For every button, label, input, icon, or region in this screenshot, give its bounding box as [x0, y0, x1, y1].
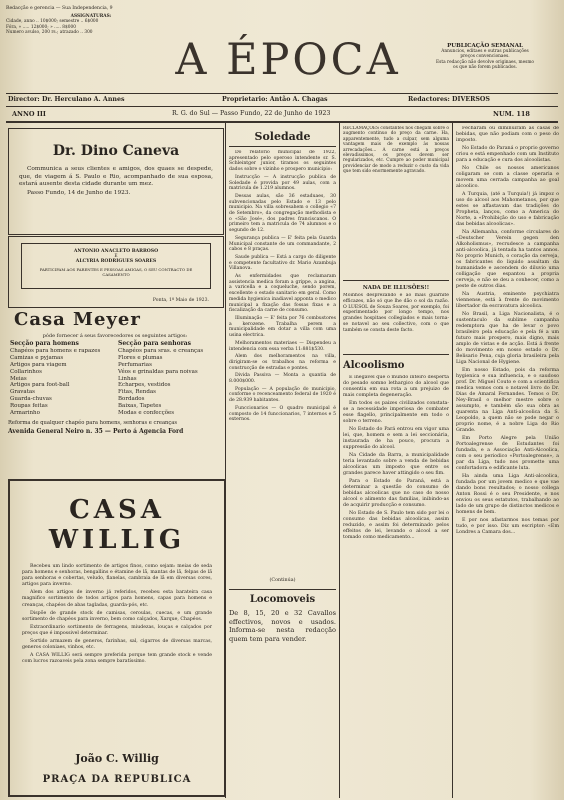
- dateline: R. G. do Sul — Passo Fundo, 22 de Junho de 1923: [172, 110, 331, 117]
- wedding-inner-frame: [21, 243, 211, 289]
- meyer-men-item: Artigos para foot-ball: [10, 382, 70, 389]
- willig-owner: João C. Willig: [75, 752, 159, 765]
- soledade-paragraph: Divida Passiva — Monta a quantia de 8.000$000.: [229, 373, 336, 385]
- meyer-women-item: Flores e plumas: [118, 354, 163, 361]
- meyer-list: [10, 341, 220, 417]
- director-line: Director: Dr. Herculano A. Annes: [8, 96, 125, 103]
- wedding-date: Ponta, 1º Maio de 1923.: [152, 298, 209, 303]
- column-4-paragraph: Ha ainda uma Liga Anti-alcoolica, fundada por um jovem medico e que vae dando bons resultados; o nosso collega Anton Rossi é o seu Presidente, e nos enviou os seus estatutos, trabalhando ao lado de um grupo de distinctos medicos e homens de bem.: [456, 474, 559, 515]
- rule: [343, 280, 449, 281]
- alcoolismo-paragraph: No Estado do Pará entrou em vigor uma lei, que, homem e sem a lei seccionária, instaurada de ha pouco, procura a suppressão do alcool.: [343, 427, 449, 450]
- alcoolismo-continuation: [456, 126, 559, 794]
- meyer-women-item: Perfumarias: [118, 361, 152, 368]
- wedding-name-2: ALCYRIA RODRIGUES SOARES: [75, 259, 157, 264]
- soledade-paragraph: Illuminação — E' feita por 76 combustores a kerozene. Trabalha perem a municipalidade em dotar a villa com uma usina electrica.: [229, 315, 336, 339]
- willig-p3: Dispõe de grande stock de camisas, ceroulas, cuecas, e um grande sortimento de chapéos para inverno, bem como calçados, Xarque, Chapéos.: [22, 610, 212, 622]
- dino-sign: Passo Fundo, 14 de Junho de 1923.: [27, 189, 131, 196]
- column-3: [343, 126, 449, 755]
- meyer-women-item: Bordados: [118, 396, 145, 403]
- soledade-paragraph: População — A população do municipio, conforme o recenceamento federal de 1920 é de 28.939 habitantes.: [229, 386, 336, 404]
- wedding-announcement: [8, 236, 224, 308]
- rule: [343, 354, 449, 355]
- column-divider: [452, 123, 453, 798]
- meyer-men-item: Meias: [10, 375, 27, 382]
- meyer-women-item: Baixas, Tapetes: [118, 403, 162, 410]
- nada-title: NADA DE ILLUSÕES!!: [362, 285, 430, 291]
- soledade-paragraph: Alem dos melhoramentos na villa, dirigiram-se os trabalhos na reforma e construcção de estradas e pontes.: [229, 354, 336, 371]
- meyer-title: Casa Meyer: [14, 309, 141, 330]
- assinatura-line-3: Numero avulso, 200 rs.; atrazado .. 300: [6, 29, 93, 35]
- meyer-men-item: Camizas e pyjamas: [10, 354, 64, 361]
- willig-p2: Alem dos artigos de inverno já referidos, recebeu esta barateira casa magnifico sortimento de todos artigos para homens, capas para homens e creanças, chapéos de abas tagladas, guarda-pós, etc.: [22, 590, 212, 608]
- anno: ANNO III: [12, 110, 46, 118]
- redactores-line: Redactores: DIVERSOS: [408, 96, 490, 103]
- meyer-men-item: Chapéos para homens e rapazes: [10, 347, 101, 354]
- wedding-text: PARTICIPAM AOS PARENTES E PESSOAS AMIGAS, O SEU CONTRACTO DE CASAMENTO: [39, 267, 193, 277]
- casa-willig-ad: [8, 479, 226, 797]
- willig-p4: Extraordinario sortimento de ferragens, miudezas, louças e calçados por preços que é impossivel determinar.: [22, 624, 212, 636]
- willig-p1: Recebeu um lindo sortimento de artigos finos, como sejam: meias de seda para homens e senhoras, bengallins e étamine de lã, mantas de lã, felpas de lã para senhoras e cobertas, veludo, flanelas, cambraia de lã em diversas cores, artigos para inverno.: [22, 564, 212, 588]
- masthead-right: [410, 44, 560, 70]
- meyer-women-item: Fitas, Rendas: [118, 389, 156, 396]
- alcoolismo-paragraph: E inegavel que o mundo inteiro desperta do pesado somno lethargico do alcool que consentiu em sua rota a um prejuizo de mais completa degeneração.: [343, 375, 449, 398]
- alcoolismo-title: Alcoolismo: [343, 360, 405, 371]
- rule: [229, 146, 336, 147]
- soledade-article: [229, 150, 336, 576]
- column-divider: [339, 123, 340, 798]
- column-4-paragraph: Fecharam ou diminuiram as casas de bebidas, que não podiam com o peso do imposto.: [456, 126, 559, 143]
- meyer-men-heading: Secção para homens: [10, 340, 79, 347]
- soledade-paragraph: Funccionarios — O quadro municipal é composto de 14 funccionarios, 7 internos e 5 externos.: [229, 405, 336, 423]
- meyer-women-item: Modas e confecções: [118, 410, 175, 417]
- willig-address: PRAÇA DA REPUBLICA: [42, 774, 192, 785]
- meyer-footer: Reforma de qualquer chapéo para homens, senhoras e creanças: [8, 419, 178, 426]
- masthead-right-line-2: preços convencionaes.: [460, 54, 510, 60]
- locomoveis-title: Locomoveis: [249, 594, 316, 605]
- continua-note: (Continúa): [269, 578, 296, 583]
- dino-caneva-notice: [8, 128, 224, 235]
- casa-meyer-ad: [8, 309, 222, 469]
- assinaturas-title: ASSIGNATURAS:: [70, 14, 112, 20]
- meyer-subtitle: póde fornecer á seus favorecedores os seguintes artigos:: [42, 333, 188, 339]
- column-4-paragraph: No Brasil, a Liga Nacionalista, é o sustentaculo da sublime campanha redemptora que ha de levar o povo brasileiro pela educação e pela fé a um futuro mais prospero, mais digno, mais amplo de vistas e de acção. Está á frente do movimento em nosso estado o Dr. Belisario Pena, cuja gloria brasileira pela Liga Nacional de Hygiene.: [456, 312, 559, 365]
- column-4-paragraph: A Turquia, (até a Turquia!) já impoz o uso do alcool aos Mahometanos, por que estes se affastavam das tradições do Propheta, lançou, como a America do Norte, a «Prohibição do uso e fabricação das bebidas alcoolicas».: [456, 192, 559, 227]
- column-4-paragraph: Em nosso Estado, pois da reforma hygienica e sua influencia, e o saudoso prof. Dr. Miguel Couto e com a scientifica medica vemos com o notavel livro do Dr. Dias de Amaral Fernandes. Temos o Dr. Ney-Brasil o melhor mestre sobre o assumpto, e também são sua obra as quarenta na Liga Anti-alcoolica da S. Leopoldo, a quem não se pode negar o proprio nome, é a nobre Liga do Rio Grande.: [456, 368, 559, 433]
- rule: [6, 121, 558, 123]
- willig-p5: Sortido armazem de generos, farinhas, sal, cigarros de diversas marcas, generos coloniaes, vinhos, etc.: [22, 639, 212, 651]
- meyer-women-item: Véos e grinaldas para noivas: [118, 368, 198, 375]
- soledade-paragraph: Dessas aulas, são 36 estaduaes, 30 subvencionadas pelo Estado e 13 pelo municipio. Na villa sobresahem o collegio «7 de Setembro», da congregação methodista e o «São José», dos padres franciscanos. O primeiro tem a matricula de 74 alumnos e o segundo de 12.: [229, 193, 336, 234]
- column-4: [456, 126, 559, 794]
- meyer-women-item: Chapéos para sras. e creanças: [118, 347, 204, 354]
- meyer-men-item: Gravatas: [10, 389, 35, 396]
- soledade-paragraph: Melhoramentos materiaes — Dispendeu a intendencia com essa verba 11:881$530.: [229, 340, 336, 352]
- column-4-paragraph: Em Porto Alegre pela União Portoalegrense de Estudantes foi fundada, e a Associação Anti-Alcoolica, com o seu periodico «Portoalegrense», a par da Liga, tudo nos promette uma confortadora e edificante luta.: [456, 436, 559, 471]
- rule: [6, 106, 558, 107]
- willig-body: [22, 564, 212, 665]
- soledade-paragraph: Instrucção — A instrucção publica de Soledade é provida por 49 aulas, com a matricula de 1.219 alumnos.: [229, 174, 336, 192]
- locomoveis-text: De 8, 15, 20 e 32 Cavallos effectivos, novos e usados. Informa-se nesta redacção quem tem para vender.: [229, 609, 336, 643]
- rule: [229, 589, 336, 590]
- column-2: [229, 130, 336, 643]
- meyer-women-item: Echarpes, vestidos: [118, 382, 171, 389]
- meyer-men-item: Collarinhos: [10, 368, 42, 375]
- meyer-men-item: Armarinho: [10, 410, 40, 417]
- meyer-men-item: Roupas feitas: [10, 403, 48, 410]
- column-4-paragraph: Na Allemanha, conforme circulares do «Deutscher Verein gegen den Alkoholismus», recrudesce a campanha anti-alcoolica, já tentada ha tantos annos. No proprio Munich, o coração da cerveja, os fabricantes do liquido assaltam da humanidade e ascendem do diluvio uma colligação que espantou a propria cerveja, e não se deu a conhecer, como a peste de outros dias.: [456, 230, 559, 289]
- newspaper-title: A ÉPOCA: [175, 35, 401, 85]
- meyer-women-item: Linhas: [118, 375, 137, 382]
- meyer-women-heading: Secção para senhoras: [118, 340, 192, 347]
- column-4-paragraph: E por nos afastarmos nos temas por tudo, e por isso. Diz um escriptor: «Em Londres a Camara dos...: [456, 518, 559, 535]
- alcoolismo-article: [343, 375, 449, 755]
- redaccao-line: Redacção e gerencia — Sua Independencia, 9: [6, 6, 113, 11]
- masthead-right-line-4: os que não forem publicados.: [453, 64, 517, 70]
- willig-p6: A CASA WILLIG será sempre preferida porque tem grande stock e vende com lucros razoaveis pela zona sempre baratíssimo.: [22, 653, 212, 665]
- wedding-e: E: [114, 254, 118, 259]
- publicacao-semanal: PUBLICAÇÃO SEMANAL: [447, 43, 523, 49]
- soledade-paragraph: Segurança publica — E' feita pela Guarda Municipal constante de um commandante, 2 cabos e 8 praças.: [229, 235, 336, 253]
- masthead-right-line-1: Annuncios, editaes e outras publicações: [441, 49, 529, 55]
- meyer-men-item: Guarda-chuvas: [10, 396, 52, 403]
- alcoolismo-paragraph: Em todos os paizes civilizados constata-se a necessidade imperiosa de combater esse flagello, principalmente em todo o sobre o terreno.: [343, 401, 449, 424]
- assinatura-line-2: Fóra, » ..... 12$000; » ..... 8$000: [6, 24, 76, 30]
- wedding-name-1: ANTONIO ANACLETO BARROSO: [73, 249, 159, 254]
- rule: [6, 93, 558, 94]
- masthead-left: [6, 6, 176, 35]
- soledade-title: Soledade: [254, 130, 311, 143]
- meyer-men-item: Artigos para viagem: [10, 361, 67, 368]
- issue-number: NUM. 118: [493, 110, 530, 118]
- alcoolismo-paragraph: Para o Estado do Paraná, está a determinar a questão do consumo de bebidas alcoolicas que no caso do nosso alcool o alimento das familias, inibindo-as de acquirir producção e consumo.: [343, 479, 449, 508]
- column-4-paragraph: No Chile os nossos americanos coligaram se com a classe operaria e movem uma cerrada campanha ao goal alcoolico.: [456, 166, 559, 189]
- soledade-paragraph: As enfermidades que reclamaram assistencia medica foram a grippe, a angina, a varicella e a coqueluche, sendo porem, excellente o estado sanitario em geral. Como medida hygienica inadiavel apponta o medico municipal a fixação das fossas fixas e a fiscalização da carne de consumo.: [229, 274, 336, 314]
- alcoolismo-paragraph: Na Cidade da Barra, a municipalidade teria levantado sobre a venda de bebidas alcoolicas um imposto que entre os grandes parece haver attingido o seu fim.: [343, 453, 449, 476]
- assinatura-line-1: Cidade, anno .. 10$000; semestre .. 6$000: [6, 19, 99, 25]
- alcoolismo-paragraph: No Estado de S. Paulo tem sido por lei o consumo das bebidas alcoolicas, assim reduzido, e assim foi determinado pelos effeitos de lei, levando o alcool a ser tomado como medicamento...: [343, 511, 449, 540]
- column-4-paragraph: No Estado do Paraná o proprio governo criou e está empenhado com um Instituto para a educação e cura dos alcoolistas.: [456, 146, 559, 163]
- willig-title: CASA WILLIG: [48, 495, 186, 555]
- proprietario-line: Proprietario: Antão A. Chagas: [222, 96, 328, 103]
- masthead-right-line-3: Esta redacção não devolve originaes, mesmo: [436, 59, 534, 65]
- meyer-address: Avenida General Neiro n. 35 — Perto á Agencia Ford: [8, 427, 184, 435]
- dino-title: Dr. Dino Caneva: [52, 143, 180, 159]
- soledade-paragraph: Saude publica — Está a cargo do diligente e competente facultativo dr. Mario Azambuja Villanova.: [229, 254, 336, 272]
- nada-text: Moinhos desprezando e ao mais guarnite efficazes, não só que lhe dão o sol da razão. O LUESOL de Souza Soares, por exemplo, foi experimentado por longo tempo, nos grandes hospitaes collegiados e mais torna-se notavel ao seu collectivo, com o que também se consta deste facto.: [343, 293, 449, 333]
- dino-text: Communica a seus clientes e amigos, dos quaes se despede, que, de viagem á S. Paulo e Rio, acompanhado de sua esposa, estará ausente desta cidade durante um mez.: [19, 166, 213, 188]
- column-4-paragraph: Na Austria, eminente psychiatra viennense, está à frente do movimento libertador da escravatura alcoolica.: [456, 292, 559, 309]
- reclamacoes-text: RECLAMAÇÕES constantes nos chegam sobre o augmento continuo do preço da carne. Ha, apparentemente, tudo a culpar, sem alguma vantagem mais de exemplo às nossas arrecadações... A carne está a preços elevadissimos, os preços devem ser regularizados, etc. Cumpre ao poder municipal providenciar de modo a reduzir o custo da vida que tem sido enormemente agravado.: [343, 126, 449, 175]
- soledade-paragraph: Do relatorio municipal de 1922, apresentado pelo operoso intendente sr. S. Schleintger junior, tiramos os seguintes dados sobre o vizinho e prospero municipio:: [229, 150, 336, 173]
